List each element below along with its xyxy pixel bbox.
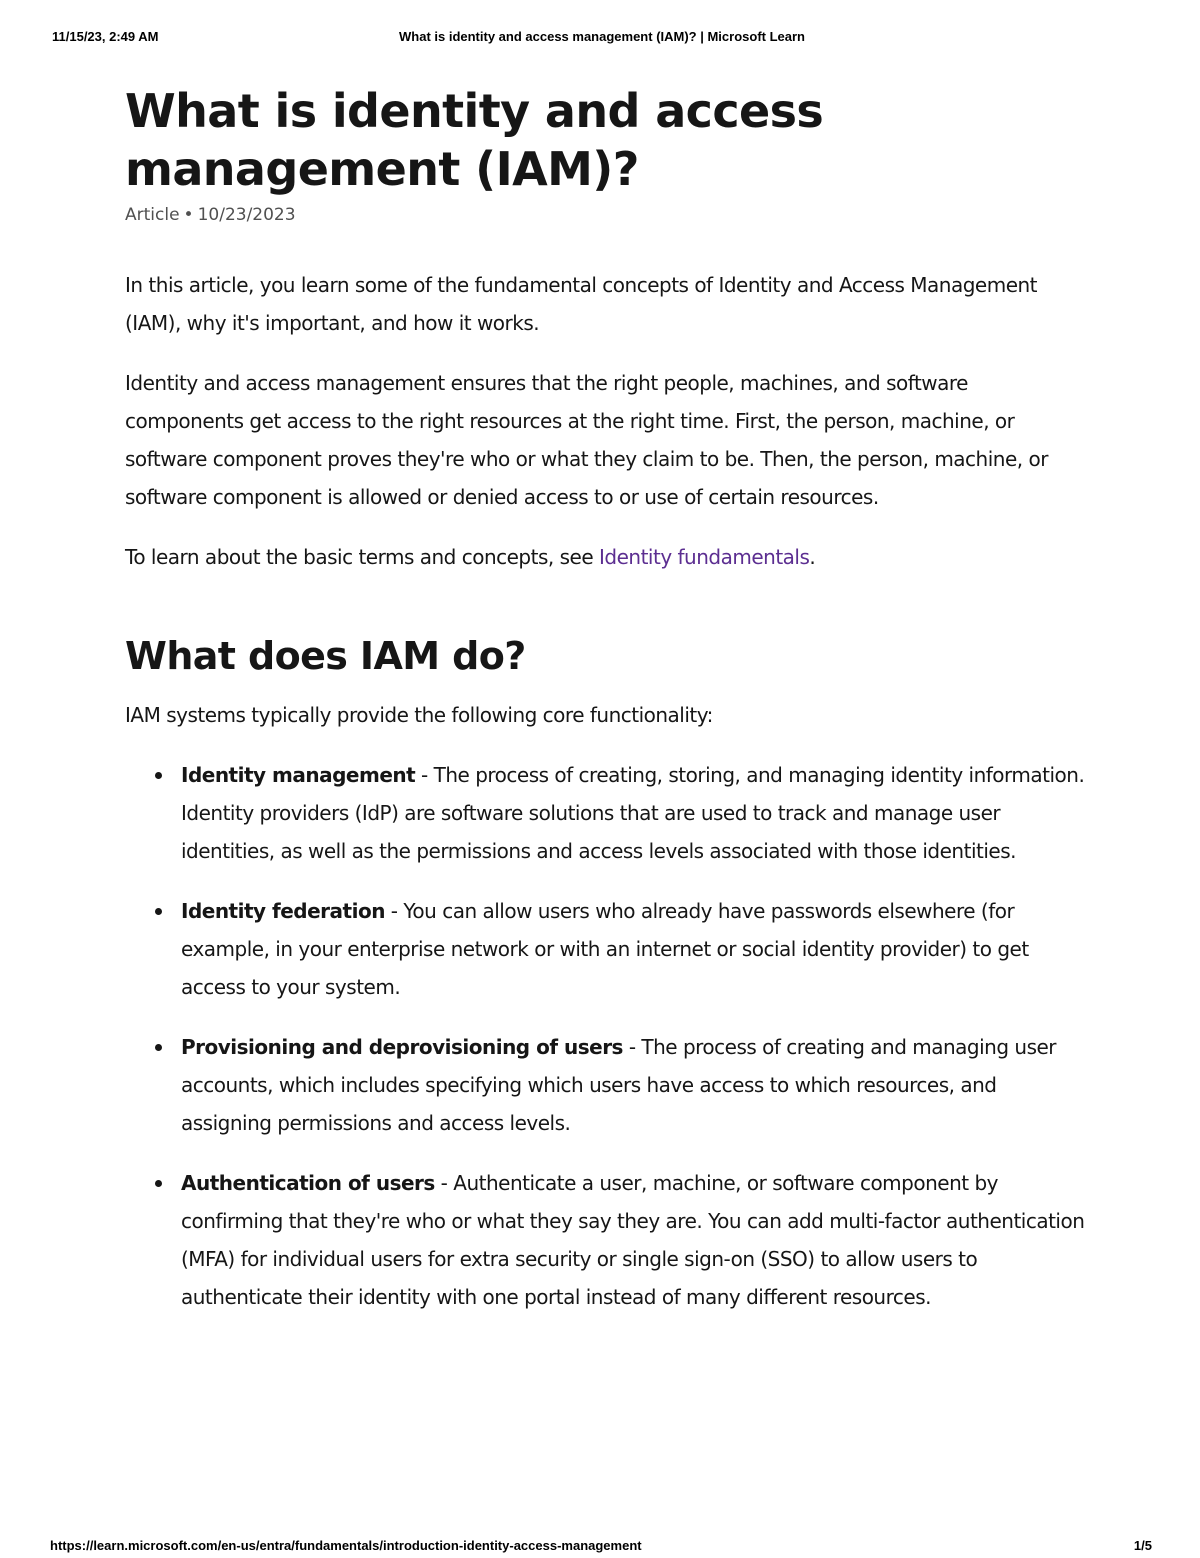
section-lead: IAM systems typically provide the following core functionality: bbox=[125, 703, 713, 727]
feature-description: - The process of creating, storing, and managing identity information. Identity providers (IdP) are software solutions that are used to track and manage user identities, as well as the permissions and access levels associated with those identities. bbox=[181, 763, 1085, 863]
article-meta bbox=[125, 204, 1085, 226]
article-content bbox=[125, 82, 1085, 1338]
page-url: https://learn.microsoft.com/en-us/entra/fundamentals/introduction-identity-access-management bbox=[50, 1538, 642, 1553]
section-heading: What does IAM do? bbox=[125, 634, 526, 678]
intro-3-suffix: . bbox=[809, 545, 816, 569]
article-date: 10/23/2023 bbox=[197, 205, 296, 225]
feature-term: Identity management bbox=[181, 763, 416, 787]
page-number: 1/5 bbox=[1133, 1538, 1152, 1553]
page-title: What is identity and access management (IAM)? bbox=[125, 84, 824, 196]
meta-separator: • bbox=[183, 205, 194, 225]
feature-description: - The process of creating and managing user accounts, which includes specifying which users have access to which resources, and assigning permissions and access levels. bbox=[181, 1035, 1057, 1135]
list-item bbox=[181, 1028, 1085, 1142]
feature-description: - Authenticate a user, machine, or software component by confirming that they're who or what they say they are. You can add multi-factor authentication (MFA) for individual users for extra security or single sign-on (SSO) to allow users to authenticate their identity with one portal instead of many different resources. bbox=[181, 1171, 1085, 1309]
print-datetime: 11/15/23, 2:49 AM bbox=[52, 29, 159, 44]
identity-fundamentals-link[interactable]: Identity fundamentals bbox=[599, 545, 810, 569]
feature-term: Provisioning and deprovisioning of users bbox=[181, 1035, 623, 1059]
list-item bbox=[181, 756, 1085, 870]
list-item bbox=[181, 892, 1085, 1006]
feature-description: - You can allow users who already have passwords elsewhere (for example, in your enterprise network or with an internet or social identity provider) to get access to your system. bbox=[181, 899, 1029, 999]
feature-list bbox=[125, 756, 1085, 1316]
intro-paragraph-3 bbox=[125, 538, 1085, 576]
print-page-title: What is identity and access management (IAM)? | Microsoft Learn bbox=[399, 29, 805, 44]
print-header bbox=[52, 29, 1152, 49]
feature-term: Authentication of users bbox=[181, 1171, 435, 1195]
article-type: Article bbox=[125, 205, 180, 225]
intro-paragraph-2: Identity and access management ensures that the right people, machines, and software components get access to the right resources at the right time. First, the person, machine, or software component proves they're who or what they claim to be. Then, the person, machine, or software component is allowed or denied access to or use of certain resources. bbox=[125, 371, 1048, 509]
list-item bbox=[181, 1164, 1085, 1316]
intro-3-prefix: To learn about the basic terms and concepts, see bbox=[125, 545, 599, 569]
intro-paragraph-1: In this article, you learn some of the fundamental concepts of Identity and Access Management (IAM), why it's important, and how it works. bbox=[125, 273, 1038, 335]
print-footer bbox=[50, 1538, 1152, 1558]
feature-term: Identity federation bbox=[181, 899, 385, 923]
